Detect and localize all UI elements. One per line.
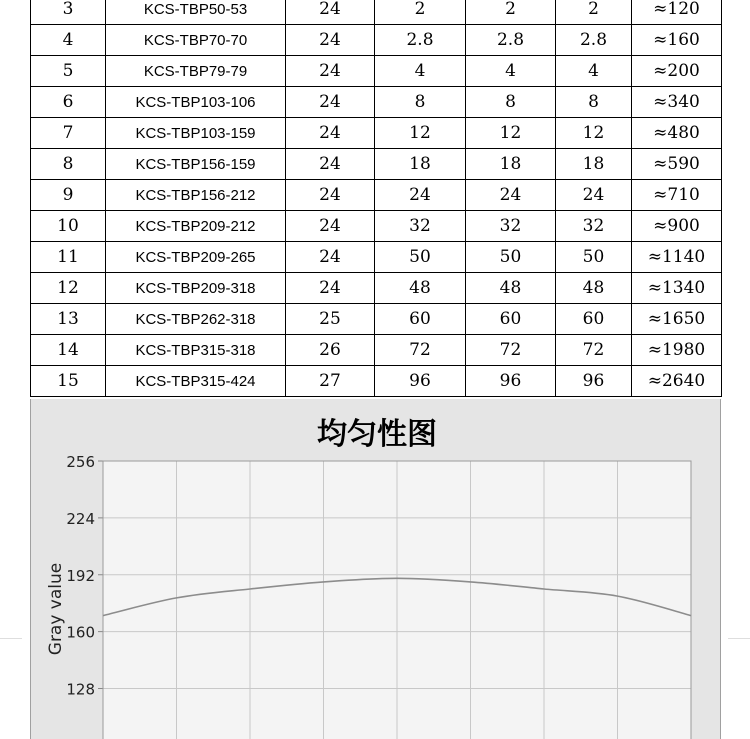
cell-col1: 24 bbox=[286, 273, 375, 304]
cell-col5: ≈710 bbox=[632, 180, 722, 211]
cell-col4: 96 bbox=[556, 366, 632, 397]
cell-col3: 18 bbox=[466, 149, 556, 180]
cell-model: KCS-TBP209-265 bbox=[106, 242, 286, 273]
table-row bbox=[31, 211, 722, 242]
cell-no: 14 bbox=[31, 335, 106, 366]
y-axis-label: Gray value bbox=[46, 562, 66, 656]
cell-col1: 26 bbox=[286, 335, 375, 366]
cell-col1: 24 bbox=[286, 149, 375, 180]
cell-no: 15 bbox=[31, 366, 106, 397]
cell-col3: 2 bbox=[466, 0, 556, 25]
cell-no: 10 bbox=[31, 211, 106, 242]
cell-col4: 24 bbox=[556, 180, 632, 211]
cell-col2: 8 bbox=[375, 87, 466, 118]
table-row bbox=[31, 242, 722, 273]
cell-col4: 2.8 bbox=[556, 25, 632, 56]
cell-col4: 32 bbox=[556, 211, 632, 242]
cell-model: KCS-TBP103-159 bbox=[106, 118, 286, 149]
cell-model: KCS-TBP209-318 bbox=[106, 273, 286, 304]
cell-no: 7 bbox=[31, 118, 106, 149]
cell-model: KCS-TBP50-53 bbox=[106, 0, 286, 25]
uniformity-chart bbox=[31, 399, 720, 739]
cell-model: KCS-TBP315-318 bbox=[106, 335, 286, 366]
cell-col4: 48 bbox=[556, 273, 632, 304]
cell-col2: 24 bbox=[375, 180, 466, 211]
cell-col3: 2.8 bbox=[466, 25, 556, 56]
cell-col5: ≈340 bbox=[632, 87, 722, 118]
cell-col3: 96 bbox=[466, 366, 556, 397]
table-row bbox=[31, 87, 722, 118]
cell-col3: 32 bbox=[466, 211, 556, 242]
cell-col1: 24 bbox=[286, 87, 375, 118]
cell-col2: 18 bbox=[375, 149, 466, 180]
cell-col5: ≈160 bbox=[632, 25, 722, 56]
table-row bbox=[31, 366, 722, 397]
cell-model: KCS-TBP156-212 bbox=[106, 180, 286, 211]
cell-col3: 24 bbox=[466, 180, 556, 211]
cell-no: 12 bbox=[31, 273, 106, 304]
cell-col1: 24 bbox=[286, 242, 375, 273]
cell-col3: 12 bbox=[466, 118, 556, 149]
cell-col5: ≈1650 bbox=[632, 304, 722, 335]
cell-col1: 24 bbox=[286, 118, 375, 149]
spec-table-body bbox=[31, 0, 722, 397]
cell-col5: ≈1340 bbox=[632, 273, 722, 304]
y-tick-label: 192 bbox=[66, 566, 95, 585]
cell-no: 3 bbox=[31, 0, 106, 25]
cell-col3: 8 bbox=[466, 87, 556, 118]
cell-col2: 48 bbox=[375, 273, 466, 304]
cell-col5: ≈2640 bbox=[632, 366, 722, 397]
left-edge-line bbox=[0, 638, 22, 639]
cell-col2: 60 bbox=[375, 304, 466, 335]
cell-model: KCS-TBP103-106 bbox=[106, 87, 286, 118]
cell-no: 5 bbox=[31, 56, 106, 87]
cell-col5: ≈1140 bbox=[632, 242, 722, 273]
cell-no: 4 bbox=[31, 25, 106, 56]
cell-model: KCS-TBP315-424 bbox=[106, 366, 286, 397]
cell-col4: 4 bbox=[556, 56, 632, 87]
right-edge-line bbox=[728, 638, 750, 639]
cell-col3: 72 bbox=[466, 335, 556, 366]
spec-table bbox=[30, 0, 722, 397]
cell-col2: 2 bbox=[375, 0, 466, 25]
cell-col5: ≈900 bbox=[632, 211, 722, 242]
table-row bbox=[31, 304, 722, 335]
table-row bbox=[31, 273, 722, 304]
table-row bbox=[31, 118, 722, 149]
y-tick-label: 224 bbox=[66, 509, 95, 528]
table-row bbox=[31, 335, 722, 366]
table-row bbox=[31, 56, 722, 87]
y-tick-label: 256 bbox=[66, 453, 95, 471]
cell-col3: 50 bbox=[466, 242, 556, 273]
cell-col1: 24 bbox=[286, 211, 375, 242]
cell-no: 11 bbox=[31, 242, 106, 273]
cell-col4: 8 bbox=[556, 87, 632, 118]
cell-col1: 24 bbox=[286, 25, 375, 56]
cell-col5: ≈590 bbox=[632, 149, 722, 180]
cell-col4: 2 bbox=[556, 0, 632, 25]
cell-col2: 2.8 bbox=[375, 25, 466, 56]
table-row bbox=[31, 180, 722, 211]
cell-col2: 72 bbox=[375, 335, 466, 366]
cell-col5: ≈1980 bbox=[632, 335, 722, 366]
chart-title: 均匀性图 bbox=[317, 417, 437, 452]
cell-col2: 50 bbox=[375, 242, 466, 273]
cell-model: KCS-TBP262-318 bbox=[106, 304, 286, 335]
cell-col3: 4 bbox=[466, 56, 556, 87]
cell-col1: 24 bbox=[286, 0, 375, 25]
cell-col3: 48 bbox=[466, 273, 556, 304]
cell-col1: 27 bbox=[286, 366, 375, 397]
cell-model: KCS-TBP156-159 bbox=[106, 149, 286, 180]
cell-col5: ≈480 bbox=[632, 118, 722, 149]
cell-col2: 12 bbox=[375, 118, 466, 149]
cell-col2: 32 bbox=[375, 211, 466, 242]
cell-model: KCS-TBP79-79 bbox=[106, 56, 286, 87]
cell-col4: 18 bbox=[556, 149, 632, 180]
cell-no: 9 bbox=[31, 180, 106, 211]
cell-col4: 72 bbox=[556, 335, 632, 366]
table-row bbox=[31, 0, 722, 25]
y-tick-label: 160 bbox=[66, 623, 95, 642]
uniformity-chart-panel bbox=[30, 399, 721, 739]
table-row bbox=[31, 149, 722, 180]
cell-col1: 25 bbox=[286, 304, 375, 335]
cell-no: 8 bbox=[31, 149, 106, 180]
cell-no: 13 bbox=[31, 304, 106, 335]
cell-col2: 4 bbox=[375, 56, 466, 87]
cell-col4: 50 bbox=[556, 242, 632, 273]
cell-col3: 60 bbox=[466, 304, 556, 335]
cell-col1: 24 bbox=[286, 56, 375, 87]
cell-no: 6 bbox=[31, 87, 106, 118]
cell-col5: ≈120 bbox=[632, 0, 722, 25]
cell-col5: ≈200 bbox=[632, 56, 722, 87]
cell-col1: 24 bbox=[286, 180, 375, 211]
cell-col4: 60 bbox=[556, 304, 632, 335]
y-tick-label: 128 bbox=[66, 680, 95, 699]
cell-col2: 96 bbox=[375, 366, 466, 397]
cell-model: KCS-TBP209-212 bbox=[106, 211, 286, 242]
cell-model: KCS-TBP70-70 bbox=[106, 25, 286, 56]
cell-col4: 12 bbox=[556, 118, 632, 149]
table-row bbox=[31, 25, 722, 56]
